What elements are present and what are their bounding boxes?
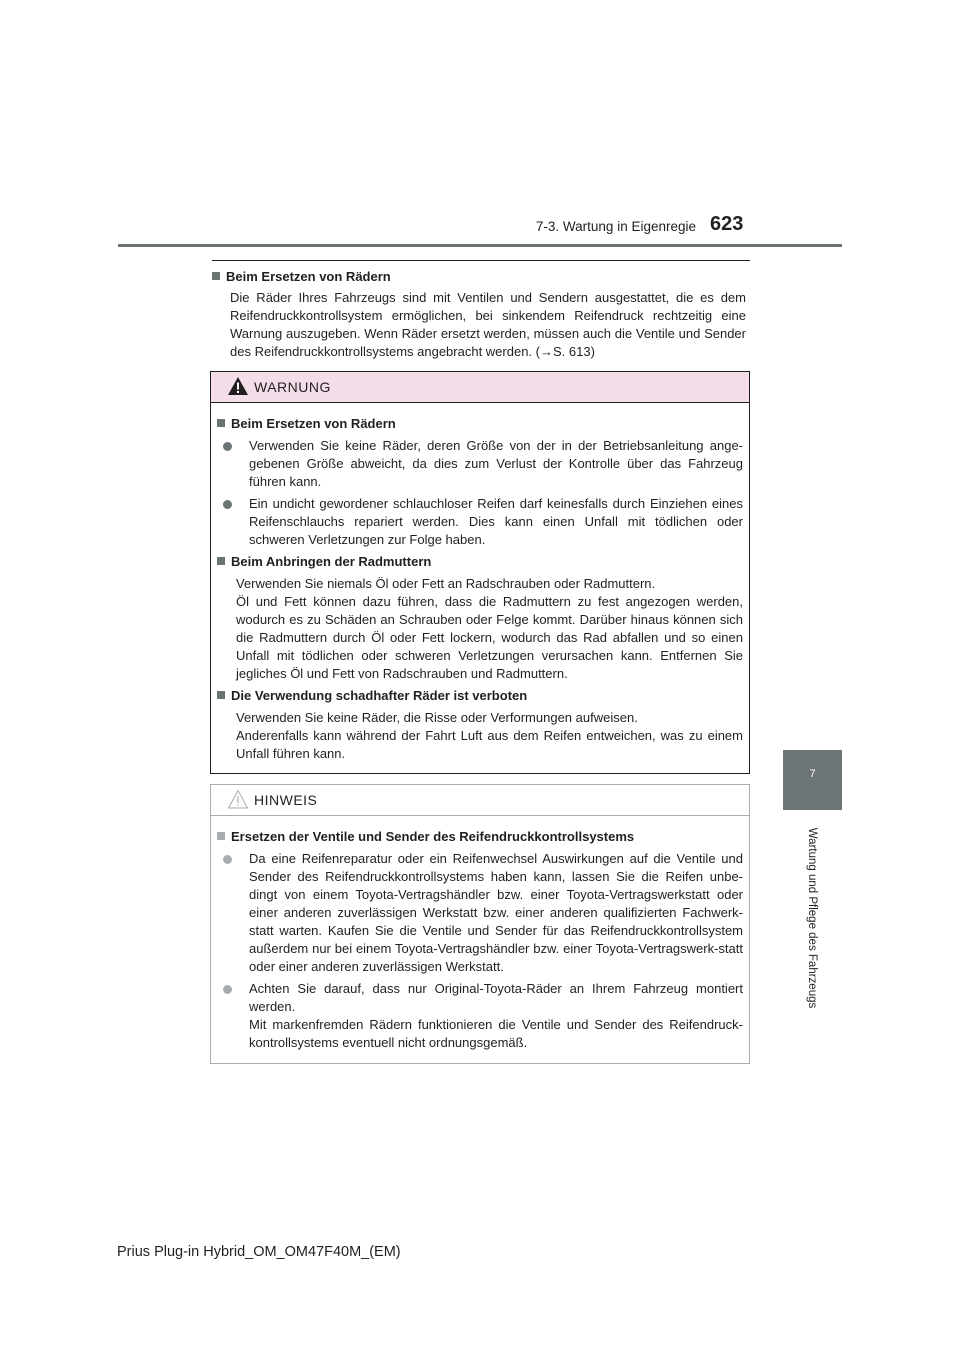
list-item: Da eine Reifenreparatur oder ein Reifenwechsel Auswirkungen auf die Ventile und Sender des Reifendruckkontrollsystems haben kann, lassen Sie die Reifen unbe-dingt von einem Toyota-Vertragshändler bzw. einer Toyota-Vertragswerkstatt oder einer anderen zuverlässigen Werkstatt bzw. einer anderen qualifizierten Fachwerk-statt warten. Kaufen Sie die Ventile und Sender für das Reifendruckkontrollsystem außerdem nur bei einem Toyota-Vertragshändler bzw. einer Toyota-Vertragswerk-statt oder einer anderen zuverlässigen Werkstatt. <box>223 850 743 976</box>
round-bullet-icon <box>223 442 232 451</box>
list-item: Achten Sie darauf, dass nur Original-Toyota-Räder an Ihrem Fahrzeug montiert werden. Mit markenfremden Rädern funktionieren die Ventile und Sender des Reifendruck-kontrollsystems eventuell nicht ordnungsgemäß. <box>223 980 743 1052</box>
section-title: 7-3. Wartung in Eigenregie <box>535 219 696 234</box>
square-bullet-icon <box>212 272 220 280</box>
round-bullet-icon <box>223 985 232 994</box>
warning-heading-2: Beim Anbringen der Radmuttern <box>217 553 743 571</box>
warning-header <box>211 372 749 403</box>
list-item: Ein undicht gewordener schlauchloser Reifen darf keinesfalls durch Einziehen eines Reifenschlauchs repariert werden. Dies kann einen Unfall mit tödlichen oder schweren Verletzungen zur Folge haben. <box>223 495 743 549</box>
notice-box <box>210 784 750 1064</box>
warning-heading-1: Beim Ersetzen von Rädern <box>217 415 743 433</box>
square-bullet-icon <box>217 557 225 565</box>
notice-header <box>211 785 749 816</box>
round-bullet-icon <box>223 500 232 509</box>
chapter-tab: 7 <box>783 750 842 810</box>
intro-text: Die Räder Ihres Fahrzeugs sind mit Ventilen und Sendern ausgestattet, die es dem Reifendruckkontrollsystem ermöglichen, bei sinkendem Reifendruck rechtzeitig eine Warnung auszugeben. Wenn Räder ersetzt werden, müssen auch die Ventile und Sender des Reifendruckkontrollsystems angebracht werden. (→S. 613) <box>230 290 746 359</box>
notice-body <box>211 816 749 1052</box>
caution-outline-icon <box>227 789 249 809</box>
footer-document-id: Prius Plug-in Hybrid_OM_OM47F40M_(EM) <box>117 1244 401 1260</box>
page-number: 623 <box>710 213 744 235</box>
square-bullet-icon <box>217 419 225 427</box>
square-bullet-icon <box>217 691 225 699</box>
notice-title: HINWEIS <box>254 792 318 808</box>
chapter-title: Wartung und Pflege des Fahrzeugs <box>806 827 818 1009</box>
warning-paragraph: Verwenden Sie keine Räder, die Risse oder Verformungen aufweisen. Anderenfalls kann während der Fahrt Luft aus dem Reifen entweichen, was zu einem Unfall führen kann. <box>236 710 743 761</box>
list-item: Verwenden Sie keine Räder, deren Größe von der in der Betriebsanleitung ange-gebenen Größe abweicht, da dies zum Verlust der Kontrolle über das Fahrzeug führen kann. <box>223 437 743 491</box>
square-bullet-icon <box>217 832 225 840</box>
warning-title: WARNUNG <box>254 379 331 395</box>
warning-box <box>210 371 750 774</box>
intro-section <box>212 268 746 361</box>
round-bullet-icon <box>223 855 232 864</box>
notice-heading: Ersetzen der Ventile und Sender des Reifendruckkontrollsystems <box>217 828 743 846</box>
warning-paragraph: Verwenden Sie niemals Öl oder Fett an Radschrauben oder Radmuttern. Öl und Fett können dazu führen, dass die Radmuttern zu fest angezogen werden, wodurch es zu Schäden an Schrauben oder Felge kommt. Darüber hinaus können sich die Radmuttern durch Öl oder Fett lockern, wodurch das Rad abfallen und so einen Unfall mit tödlichen oder schweren Verletzungen verursachen kann. Entfernen Sie jegliches Öl und Fett von Radschrauben und Radmuttern. <box>236 576 743 681</box>
warning-heading-3: Die Verwendung schadhafter Räder ist verboten <box>217 687 743 705</box>
intro-heading: Beim Ersetzen von Rädern <box>212 268 746 286</box>
header-rule <box>118 244 842 247</box>
warning-triangle-icon <box>227 376 249 396</box>
content-top-rule <box>212 260 750 261</box>
warning-body <box>211 403 749 763</box>
